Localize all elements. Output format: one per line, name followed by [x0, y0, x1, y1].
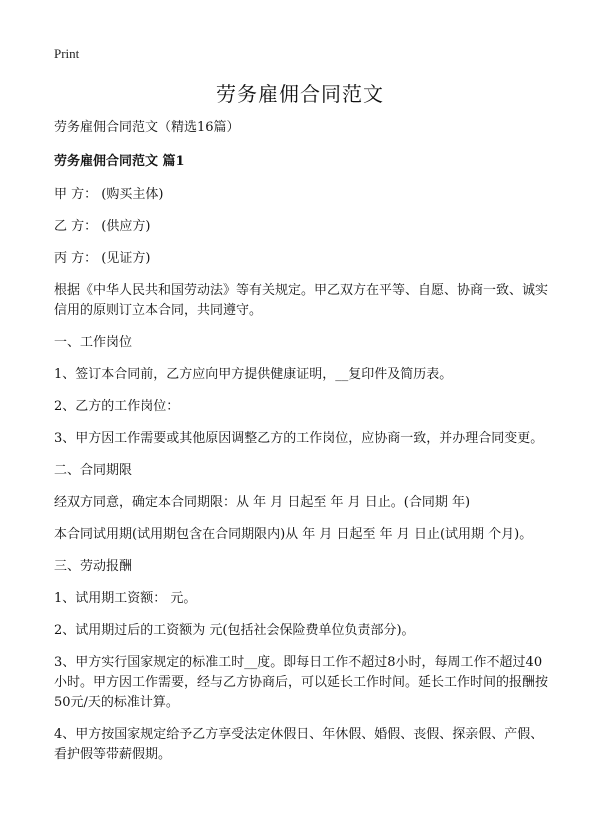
section-title-pay: 三、劳动报酬	[54, 559, 133, 574]
clause-1-1: 1、签订本合同前，乙方应向甲方提供健康证明，__复印件及简历表。	[54, 367, 453, 382]
clause-3-4: 4、甲方按国家规定给予乙方享受法定休假日、年休假、婚假、丧假、探亲假、产假、看护假等带薪假期。	[54, 727, 544, 762]
section-heading: 劳务雇佣合同范文 篇1	[54, 154, 185, 169]
party-b: 乙 方： (供应方)	[54, 219, 151, 234]
clause-3-1: 1、试用期工资额： 元。	[54, 591, 197, 606]
document-subtitle: 劳务雇佣合同范文（精选16篇）	[54, 120, 240, 135]
section-title-term: 二、合同期限	[54, 463, 133, 478]
clause-1-2: 2、乙方的工作岗位：	[54, 399, 180, 414]
print-link[interactable]: Print	[54, 46, 80, 61]
preamble-paragraph: 根据《中华人民共和国劳动法》等有关规定。甲乙双方在平等、自愿、协商一致、诚实信用的原则订立本合同，共同遵守。	[54, 283, 549, 318]
party-a: 甲 方： (购买主体)	[54, 187, 164, 202]
party-c: 丙 方： (见证方)	[54, 251, 151, 266]
clause-3-2: 2、试用期过后的工资额为 元(包括社会保险费单位负责部分)。	[54, 623, 415, 638]
clause-3-3: 3、甲方实行国家规定的标准工时__度。即每日工作不超过8小时，每周工作不超过40小时。甲方因工作需要，经与乙方协商后，可以延长工作时间。延长工作时间的报酬按50元/天的标准计算。	[54, 655, 549, 710]
section-title-position: 一、工作岗位	[54, 335, 133, 350]
clause-1-3: 3、甲方因工作需要或其他原因调整乙方的工作岗位，应协商一致，并办理合同变更。	[54, 431, 544, 446]
document-title: 劳务雇佣合同范文	[216, 82, 384, 106]
document-body	[54, 118, 548, 777]
clause-2-1: 经双方同意，确定本合同期限：从 年 月 日起至 年 月 日止。(合同期 年)	[54, 495, 471, 510]
clause-2-2: 本合同试用期(试用期包含在合同期限内)从 年 月 日起至 年 月 日止(试用期 个月)。	[54, 527, 533, 542]
